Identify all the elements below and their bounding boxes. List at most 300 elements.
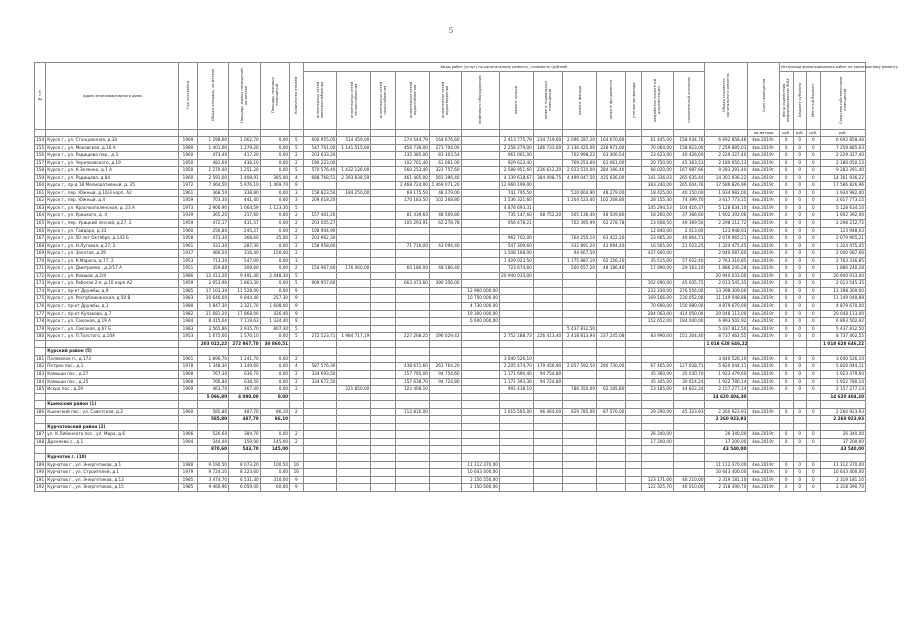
row-work-cost: 741 795,50	[499, 189, 533, 197]
table-row	[35, 220, 866, 228]
row-term: 4кв.2019г.	[748, 310, 780, 318]
row-work-cost: 60 180,00	[396, 265, 430, 273]
row-work-cost	[597, 250, 626, 258]
row-term: 4кв.2019г.	[748, 159, 780, 167]
subtotal-empty	[673, 446, 705, 454]
row-source-region: 0	[793, 438, 807, 446]
row-term: 4кв.2019г.	[748, 137, 780, 145]
row-work-cost	[563, 438, 597, 446]
row-index: 175	[35, 295, 46, 303]
row-source-region: 0	[793, 476, 807, 484]
row-work-cost: 157 401,20	[303, 212, 337, 220]
row-source-region: 0	[793, 355, 807, 363]
row-floors: 2	[290, 378, 304, 386]
row-address: Курск г., пер. Урицкий лесной, д.27, 2	[46, 220, 179, 228]
table-row	[35, 235, 866, 243]
subtotal-empty	[626, 446, 642, 454]
row-address: Курск г., пр-кт Кулакова, д.7	[46, 310, 179, 318]
row-work-cost: 127 028,71	[673, 363, 705, 371]
row-work-cost	[626, 167, 642, 175]
row-work-cost: 4 139 618,67	[499, 174, 533, 182]
row-index: 183	[35, 370, 46, 378]
row-source-owners: 14 301 936,22	[820, 174, 865, 182]
row-work-cost	[461, 363, 499, 371]
subtotal-area-total: 585,80	[197, 416, 229, 424]
row-work-cost	[533, 257, 562, 265]
row-work-cost	[371, 303, 396, 311]
row-source-owners: 6 893 502,92	[820, 318, 865, 326]
subtotal-empty	[303, 416, 337, 424]
row-total: 1 934 982,00	[705, 189, 748, 197]
row-total: 20 048 113,00	[705, 310, 748, 318]
row-source-region: 0	[793, 461, 807, 469]
header-work-label: инженерных сетей электроснабжения	[316, 81, 324, 119]
subtotal-empty	[748, 446, 780, 454]
row-work-cost: 4 730 000,00	[461, 303, 499, 311]
subtotal-empty	[371, 340, 396, 348]
row-work-cost	[673, 461, 705, 469]
row-work-cost: 74 399,70	[673, 197, 705, 205]
row-work-cost	[371, 287, 396, 295]
row-work-cost	[563, 355, 597, 363]
header-top-row	[35, 63, 866, 72]
row-area-nonliving: 426,40	[260, 310, 289, 318]
row-work-cost: 2 150 556,00	[461, 476, 499, 484]
row-work-cost	[396, 235, 430, 243]
row-floors: 2	[290, 265, 304, 273]
row-total: 13 398 309,00	[705, 287, 748, 295]
row-work-cost	[429, 386, 461, 394]
row-address: Камыши пос., д.27	[46, 370, 179, 378]
unit-cell-empty	[337, 130, 371, 137]
row-source-region: 0	[793, 204, 807, 212]
row-work-cost	[337, 461, 371, 469]
subtotal-area-living: 543,70	[229, 446, 261, 454]
unit-cell-empty	[197, 130, 229, 137]
group-empty	[533, 348, 562, 356]
table-row	[35, 325, 866, 333]
row-work-cost	[337, 212, 371, 220]
row-floors: 9	[290, 310, 304, 318]
row-source-owners: 1 886 240,28	[820, 265, 865, 273]
row-work-cost	[396, 438, 430, 446]
row-source-region: 0	[793, 167, 807, 175]
row-address: Курск г., пр-кт Дружбы, д.9	[46, 287, 179, 295]
row-work-cost: 390 356,00	[429, 280, 461, 288]
group-label: Курчатов г. (10)	[46, 453, 179, 461]
row-area-total: 473,40	[197, 152, 229, 160]
row-work-cost: 81 439,60	[396, 212, 430, 220]
group-empty	[820, 401, 865, 409]
table-row	[35, 204, 866, 212]
row-source-owners: 1 934 982,00	[820, 189, 865, 197]
row-index: 155	[35, 144, 46, 152]
group-empty	[197, 348, 229, 356]
table-row	[35, 197, 866, 205]
row-source-fund: 0	[779, 408, 793, 416]
row-work-cost	[673, 355, 705, 363]
unit-cell-empty	[673, 130, 705, 137]
row-source-local: 0	[807, 408, 821, 416]
row-source-local: 0	[807, 174, 821, 182]
row-work-cost: 962 702,00	[499, 235, 533, 243]
row-work-cost: 414 050,00	[673, 310, 705, 318]
row-source-fund: 0	[779, 378, 793, 386]
header-work-7	[533, 72, 562, 130]
group-empty	[705, 453, 748, 461]
row-source-local: 0	[807, 355, 821, 363]
header-work-9	[597, 72, 626, 130]
table-row	[35, 355, 866, 363]
unit-cell-empty	[563, 130, 597, 137]
row-source-local: 0	[807, 189, 821, 197]
row-work-cost	[461, 333, 499, 341]
subtotal-row	[35, 340, 866, 348]
row-area-nonliving: 1 123,30	[260, 204, 289, 212]
group-empty	[461, 453, 499, 461]
row-floors: 3	[290, 197, 304, 205]
row-area-living: 316,40	[229, 250, 261, 258]
subtotal-total: 14 620 404,30	[705, 393, 748, 401]
header-source-label: Бюджет субъекта	[797, 82, 802, 118]
unit-cell-empty	[35, 130, 46, 137]
group-empty	[626, 453, 642, 461]
row-area-total: 585,80	[197, 408, 229, 416]
row-source-region: 0	[793, 220, 807, 228]
row-work-cost	[499, 438, 533, 446]
group-empty	[533, 453, 562, 461]
row-year: 1969	[179, 137, 197, 145]
row-source-owners: 5 437 812,50	[820, 325, 865, 333]
row-source-fund: 0	[779, 220, 793, 228]
group-empty	[290, 401, 304, 409]
row-work-cost: 510 604,90	[563, 189, 597, 197]
subtotal-total: 2 260 923,93	[705, 416, 748, 424]
row-work-cost	[533, 310, 562, 318]
row-year: 1980	[179, 144, 197, 152]
row-total: 5 128 634,10	[705, 204, 748, 212]
row-total: 14 301 936,22	[705, 174, 748, 182]
header-work-1	[337, 72, 371, 130]
header-work-label: ремонт фасада	[577, 85, 582, 115]
row-work-cost	[371, 469, 396, 477]
row-work-cost	[597, 287, 626, 295]
table-row	[35, 265, 866, 273]
group-empty	[260, 348, 289, 356]
subtotal-empty	[533, 393, 562, 401]
row-total: 6 893 502,92	[705, 318, 748, 326]
row-total: 2 040 087,60	[705, 250, 748, 258]
row-work-cost	[371, 257, 396, 265]
row-work-cost	[563, 476, 597, 484]
row-work-cost	[626, 235, 642, 243]
row-work-cost: 786 350,00	[563, 386, 597, 394]
unit-cell-empty	[303, 130, 337, 137]
row-work-cost: 17 200,00	[642, 438, 674, 446]
row-source-fund: 0	[779, 363, 793, 371]
group-empty	[35, 401, 46, 409]
row-area-nonliving: 0,00	[260, 220, 289, 228]
row-work-cost: 46 010,00	[673, 484, 705, 492]
group-empty	[807, 348, 821, 356]
row-work-cost	[626, 310, 642, 318]
group-empty	[229, 348, 261, 356]
row-source-fund: 0	[779, 325, 793, 333]
row-work-cost: 71 716,00	[396, 242, 430, 250]
row-work-cost: 437 600,00	[642, 250, 674, 258]
row-work-cost	[371, 370, 396, 378]
row-work-cost: 265 635,44	[673, 174, 705, 182]
row-term: 4кв.2019г.	[748, 295, 780, 303]
row-source-owners: 1 922 780,14	[820, 378, 865, 386]
row-work-cost	[673, 469, 705, 477]
row-work-cost	[396, 469, 430, 477]
row-work-cost: 35 515,00	[642, 257, 674, 265]
row-work-cost: 587 576,30	[303, 363, 337, 371]
row-address: Курск г., ул. Моковская, д.16 А	[46, 144, 179, 152]
row-area-nonliving: 0,00	[260, 363, 289, 371]
row-work-cost	[642, 469, 674, 477]
header-source-2	[807, 72, 821, 130]
row-work-cost	[429, 310, 461, 318]
row-area-nonliving: 0,00	[260, 212, 289, 220]
table-row	[35, 287, 866, 295]
row-area-total: 1 401,00	[197, 144, 229, 152]
row-work-cost: 83 303,54	[429, 152, 461, 160]
row-work-cost: 334 693,50	[303, 370, 337, 378]
subtotal-empty	[396, 446, 430, 454]
subtotal-empty	[642, 340, 674, 348]
row-area-living: 441,40	[229, 197, 261, 205]
row-work-cost	[597, 469, 626, 477]
subtotal-area-nonliving: 145,00	[260, 446, 289, 454]
row-source-region: 0	[793, 137, 807, 145]
table-row	[35, 137, 866, 145]
row-area-living: 245,27	[229, 227, 261, 235]
header-work-10	[626, 72, 642, 130]
row-work-cost: 63 422,20	[597, 235, 626, 243]
row-work-cost	[642, 272, 674, 280]
header-work-2	[371, 72, 396, 130]
row-source-local: 0	[807, 204, 821, 212]
group-empty	[626, 348, 642, 356]
row-work-cost	[626, 469, 642, 477]
row-area-living: 1 279,20	[229, 144, 261, 152]
row-floors: 4	[290, 174, 304, 182]
row-work-cost	[563, 318, 597, 326]
row-index: 192	[35, 484, 46, 492]
row-work-cost	[396, 325, 430, 333]
row-area-living: 368,60	[229, 235, 261, 243]
row-work-cost: 234 719,00	[533, 137, 562, 145]
header-work-label: инженерных сетей теплоснабжения	[349, 81, 358, 119]
row-work-cost	[626, 287, 642, 295]
subtotal-empty	[303, 446, 337, 454]
row-work-cost: 43 094,40	[597, 242, 626, 250]
row-source-local: 0	[807, 295, 821, 303]
row-source-local: 0	[807, 144, 821, 152]
row-work-cost	[533, 287, 562, 295]
row-address: Курск г., ул. К.Маркса, д.77, 2	[46, 257, 179, 265]
row-work-cost: 20 940 033,00	[499, 272, 533, 280]
group-empty	[461, 401, 499, 409]
row-index: 156	[35, 152, 46, 160]
row-work-cost	[371, 318, 396, 326]
header-work-11	[642, 72, 674, 130]
row-work-cost	[597, 272, 626, 280]
row-work-cost	[461, 355, 499, 363]
row-total: 5 820 044,11	[705, 363, 748, 371]
row-term: 4кв.2019г.	[748, 257, 780, 265]
row-work-cost: 61 061,00	[597, 159, 626, 167]
row-work-cost: 23 185,00	[642, 386, 674, 394]
row-work-cost: 29 290,00	[642, 408, 674, 416]
row-term: 4кв.2019г.	[748, 280, 780, 288]
row-work-cost	[371, 310, 396, 318]
row-work-cost	[461, 197, 499, 205]
row-work-cost: 735 147,60	[499, 212, 533, 220]
group-empty	[563, 401, 597, 409]
row-area-living: 8 073,20	[229, 461, 261, 469]
row-area-living: 17 868,00	[229, 310, 261, 318]
row-area-nonliving: 0,00	[260, 370, 289, 378]
row-work-cost	[396, 250, 430, 258]
row-work-cost: 94 754,80	[533, 370, 562, 378]
group-empty	[429, 401, 461, 409]
row-work-cost	[563, 287, 597, 295]
row-work-cost	[429, 303, 461, 311]
row-source-local: 0	[807, 461, 821, 469]
group-empty	[779, 348, 793, 356]
row-source-local: 0	[807, 227, 821, 235]
row-work-cost: 49 369,50	[673, 220, 705, 228]
row-work-cost	[371, 137, 396, 145]
subtotal-area-living: 4 090,00	[229, 393, 261, 401]
row-work-cost: 2 256 279,00	[499, 144, 533, 152]
row-total: 2 229 327,40	[705, 152, 748, 160]
row-work-cost: 104 416,37	[673, 204, 705, 212]
group-empty	[303, 348, 337, 356]
table-row	[35, 363, 866, 371]
row-area-total: 344,00	[197, 438, 229, 446]
row-work-cost	[597, 182, 626, 190]
row-floors: 5	[290, 167, 304, 175]
row-index: 174	[35, 287, 46, 295]
group-empty	[673, 348, 705, 356]
row-area-living: 2 935,70	[229, 325, 261, 333]
row-source-fund: 0	[779, 189, 793, 197]
subtotal-empty	[46, 446, 179, 454]
row-work-cost: 45 035,75	[673, 280, 705, 288]
row-work-cost	[337, 235, 371, 243]
row-total: 2 013 545,35	[705, 280, 748, 288]
row-work-cost	[461, 174, 499, 182]
row-work-cost	[396, 484, 430, 492]
row-work-cost: 26 340,00	[642, 431, 674, 439]
row-work-cost: 2 393 838,59	[337, 174, 371, 182]
row-address: Курск г., ул. Красноополянская, д. 23 А	[46, 204, 179, 212]
subtotal-empty	[793, 393, 807, 401]
row-source-owners: 2 040 087,60	[820, 250, 865, 258]
row-area-living: 309,60	[229, 265, 261, 273]
row-address: Курск г., ул. Золотая, д.29	[46, 250, 179, 258]
group-empty	[820, 423, 865, 431]
row-work-cost	[303, 355, 337, 363]
table-row	[35, 469, 866, 477]
subtotal-empty	[533, 340, 562, 348]
group-empty	[533, 423, 562, 431]
row-work-cost	[533, 431, 562, 439]
group-empty	[303, 401, 337, 409]
row-term: 4кв.2019г.	[748, 212, 780, 220]
row-total: 1 922 780,14	[705, 378, 748, 386]
row-work-cost	[626, 189, 642, 197]
subtotal-empty	[563, 416, 597, 424]
group-empty	[779, 423, 793, 431]
subtotal-empty	[563, 340, 597, 348]
row-term: 4кв.2019г.	[748, 182, 780, 190]
row-area-nonliving: 0,00	[260, 378, 289, 386]
row-source-local: 0	[807, 257, 821, 265]
row-source-fund: 0	[779, 476, 793, 484]
subtotal-empty	[807, 393, 821, 401]
row-index: 181	[35, 355, 46, 363]
row-source-region: 0	[793, 378, 807, 386]
row-work-cost	[461, 167, 499, 175]
row-index: 173	[35, 280, 46, 288]
capital-repair-table-sheet	[34, 62, 898, 492]
row-work-cost	[626, 272, 642, 280]
row-area-nonliving: 257,30	[260, 295, 289, 303]
row-floors: 16	[290, 461, 304, 469]
row-work-cost: 158 823,50	[303, 189, 337, 197]
row-area-living: 1 863,30	[229, 280, 261, 288]
row-source-local: 0	[807, 137, 821, 145]
row-work-cost	[563, 310, 597, 318]
subtotal-empty	[429, 446, 461, 454]
row-area-total: 472,17	[197, 220, 229, 228]
row-term: 4кв.2019г.	[748, 386, 780, 394]
row-source-fund: 0	[779, 152, 793, 160]
row-total: 2 763 316,85	[705, 257, 748, 265]
header-source-0	[779, 72, 793, 130]
row-work-cost: 20 750,00	[642, 159, 674, 167]
header-source-1	[793, 72, 807, 130]
row-work-cost	[303, 386, 337, 394]
row-work-cost: 28 155,30	[642, 197, 674, 205]
row-work-cost	[626, 144, 642, 152]
row-work-cost: 37 366,60	[673, 212, 705, 220]
row-work-cost	[429, 408, 461, 416]
row-work-cost	[371, 250, 396, 258]
subtotal-empty	[337, 416, 371, 424]
group-empty	[705, 423, 748, 431]
subtotal-empty	[46, 416, 179, 424]
row-work-cost	[429, 235, 461, 243]
row-work-cost	[461, 220, 499, 228]
row-total: 123 948,03	[705, 227, 748, 235]
subtotal-empty	[461, 446, 499, 454]
group-empty	[705, 401, 748, 409]
row-work-cost	[303, 484, 337, 492]
row-area-nonliving: 0,00	[260, 257, 289, 265]
subtotal-empty	[303, 393, 337, 401]
row-floors: 2	[290, 152, 304, 160]
row-source-owners: 2 157 277,14	[820, 386, 865, 394]
row-source-region: 0	[793, 242, 807, 250]
row-term: 4кв.2019г.	[748, 370, 780, 378]
row-work-cost	[533, 461, 562, 469]
